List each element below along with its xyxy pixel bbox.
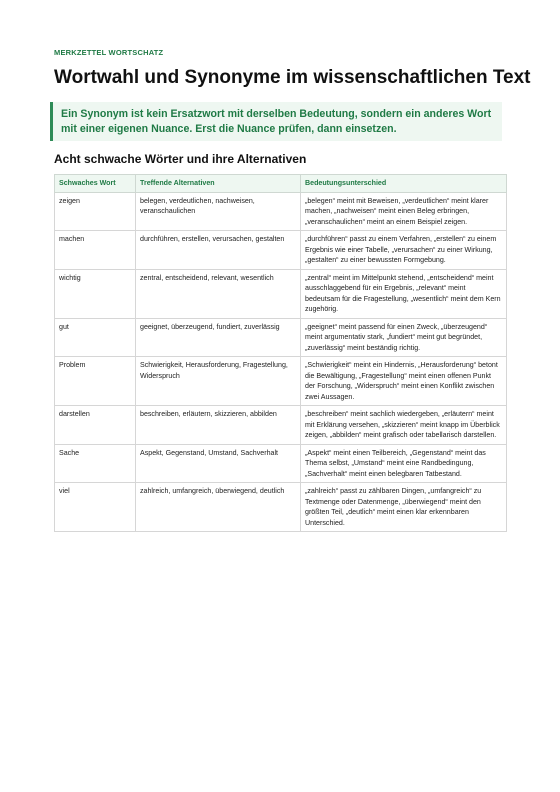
table-row <box>55 192 507 231</box>
column-header-difference: Bedeutungsunterschied <box>301 175 507 193</box>
page-title: Wortwahl und Synonyme im wissenschaftlichen Text <box>54 67 531 88</box>
alternatives-cell: geeignet, überzeugend, fundiert, zuverlässig <box>136 318 301 357</box>
weak-word-cell: Sache <box>55 444 136 483</box>
table-row <box>55 318 507 357</box>
difference-cell: „Schwierigkeit“ meint ein Hindernis, „Herausforderung“ betont die Bewältigung, „Fragestellung“ meint einen offenen Punkt der Forschung, „Widerspruch“ meint einen Konflikt zwischen zwei Aussagen. <box>301 357 507 406</box>
table-row <box>55 269 507 318</box>
alternatives-cell: belegen, verdeutlichen, nachweisen, veranschaulichen <box>136 192 301 231</box>
weak-word-cell: wichtig <box>55 269 136 318</box>
synonym-table <box>54 174 507 532</box>
alternatives-cell: beschreiben, erläutern, skizzieren, abbilden <box>136 406 301 445</box>
section-title: Acht schwache Wörter und ihre Alternativen <box>54 152 307 166</box>
weak-word-cell: zeigen <box>55 192 136 231</box>
alternatives-cell: durchführen, erstellen, verursachen, gestalten <box>136 231 301 270</box>
difference-cell: „durchführen“ passt zu einem Verfahren, „erstellen“ zu einem Ergebnis wie einer Tabelle, „verursachen“ zu einer Wirkung, „gestalten“ zu einer bewussten Formgebung. <box>301 231 507 270</box>
table-row <box>55 231 507 270</box>
difference-cell: „Aspekt“ meint einen Teilbereich, „Gegenstand“ meint das Thema selbst, „Umstand“ meint eine Randbedingung, „Sachverhalt“ meint einen belegbaren Tatbestand. <box>301 444 507 483</box>
alternatives-cell: zentral, entscheidend, relevant, wesentlich <box>136 269 301 318</box>
kicker-label: MERKZETTEL WORTSCHATZ <box>54 48 164 57</box>
alternatives-cell: zahlreich, umfangreich, überwiegend, deutlich <box>136 483 301 532</box>
key-takeaway-callout: Ein Synonym ist kein Ersatzwort mit derselben Bedeutung, sondern ein anderes Wort mit einer eigenen Nuance. Erst die Nuance prüfen, dann einsetzen. <box>50 102 502 141</box>
table-row <box>55 406 507 445</box>
weak-word-cell: darstellen <box>55 406 136 445</box>
weak-word-cell: machen <box>55 231 136 270</box>
table-row <box>55 444 507 483</box>
table-row <box>55 357 507 406</box>
weak-word-cell: gut <box>55 318 136 357</box>
weak-word-cell: viel <box>55 483 136 532</box>
weak-word-cell: Problem <box>55 357 136 406</box>
alternatives-cell: Aspekt, Gegenstand, Umstand, Sachverhalt <box>136 444 301 483</box>
column-header-alternatives: Treffende Alternativen <box>136 175 301 193</box>
difference-cell: „geeignet“ meint passend für einen Zweck, „überzeugend“ meint argumentativ stark, „fundiert“ meint gut begründet, „zuverlässig“ meint beständig richtig. <box>301 318 507 357</box>
difference-cell: „zahlreich“ passt zu zählbaren Dingen, „umfangreich“ zu Textmenge oder Datenmenge, „überwiegend“ meint den größten Teil, „deutlich“ meint einen klar erkennbaren Unterschied. <box>301 483 507 532</box>
alternatives-cell: Schwierigkeit, Herausforderung, Fragestellung, Widerspruch <box>136 357 301 406</box>
column-header-weak-word: Schwaches Wort <box>55 175 136 193</box>
difference-cell: „beschreiben“ meint sachlich wiedergeben, „erläutern“ meint mit Erklärung versehen, „skizzieren“ meint knapp im Überblick zeigen, „abbilden“ meint grafisch oder tabellarisch darstellen. <box>301 406 507 445</box>
difference-cell: „belegen“ meint mit Beweisen, „verdeutlichen“ meint klarer machen, „nachweisen“ meint einen Beleg erbringen, „veranschaulichen“ meint an einem Beispiel zeigen. <box>301 192 507 231</box>
table-row <box>55 483 507 532</box>
difference-cell: „zentral“ meint im Mittelpunkt stehend, „entscheidend“ meint ausschlaggebend für ein Ergebnis, „relevant“ meint bedeutsam für die Fragestellung, „wesentlich“ meint dem Kern zugehörig. <box>301 269 507 318</box>
table-header-row <box>55 175 507 193</box>
